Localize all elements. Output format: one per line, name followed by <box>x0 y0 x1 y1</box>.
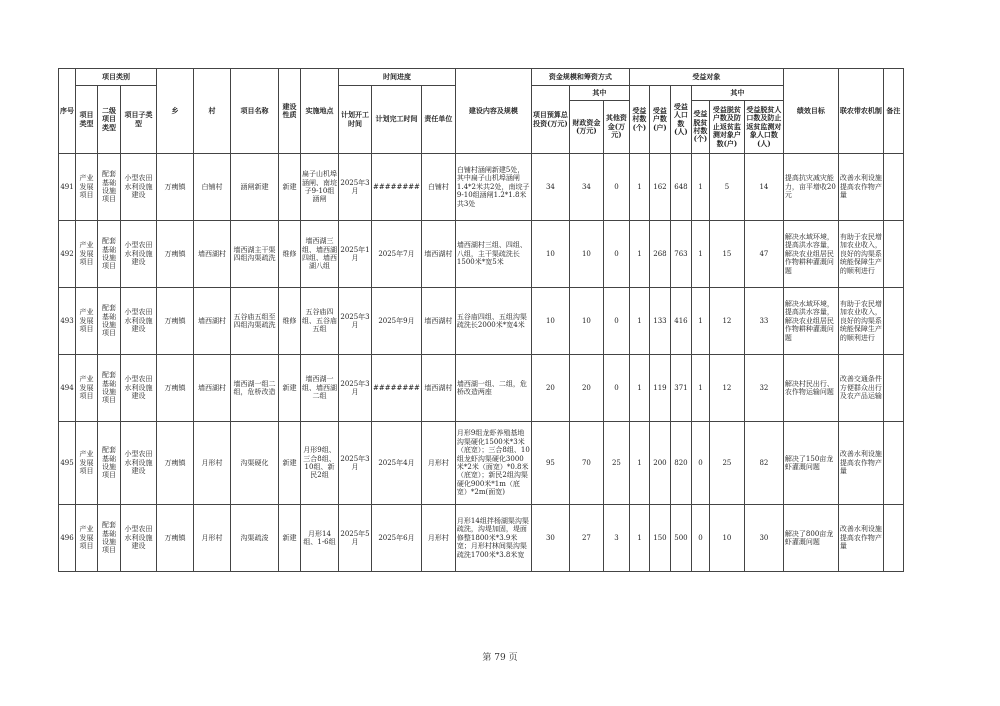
cell-poverty-villages: 1 <box>691 355 709 422</box>
header-group-benefit: 受益对象 <box>629 69 783 86</box>
cell-unit: 墙西湖村 <box>421 355 455 422</box>
cell-remark <box>883 422 903 505</box>
cell-seq: 491 <box>59 154 76 221</box>
cell-end: ######## <box>372 355 422 422</box>
header-resp-unit: 责任单位 <box>421 86 455 154</box>
cell-seq: 494 <box>59 355 76 422</box>
header-location: 实施地点 <box>301 69 339 154</box>
cell-remark <box>883 355 903 422</box>
cell-villages: 1 <box>629 422 649 505</box>
header-ben-households: 受益户数(户) <box>649 86 670 154</box>
header-seq: 序号 <box>59 69 76 154</box>
cell-poverty-households: 12 <box>709 288 744 355</box>
cell-poverty-households: 5 <box>709 154 744 221</box>
cell-poverty-villages: 1 <box>691 221 709 288</box>
header-total-budget: 项目预算总投资(万元) <box>531 86 569 154</box>
header-build-nature: 建设性质 <box>279 69 301 154</box>
cell-households: 150 <box>649 505 670 572</box>
cell-fiscal: 27 <box>569 505 603 572</box>
project-table <box>58 68 904 572</box>
cell-start: 2025年3月 <box>339 355 372 422</box>
header-township: 乡 <box>157 69 194 154</box>
cell-township: 万痍镇 <box>157 221 194 288</box>
cell-end: 2025年6月 <box>372 505 422 572</box>
cell-end: 2025年7月 <box>372 221 422 288</box>
cell-name: 五谷庙五组至四组沟渠疏洗 <box>231 288 279 355</box>
cell-unit: 月形村 <box>421 505 455 572</box>
cell-end: ######## <box>372 154 422 221</box>
cell-other: 0 <box>603 288 629 355</box>
header-benefit-of-which: 其中 <box>691 86 783 101</box>
cell-content: 白铺村涵闸新建5处，其中扁子山机埠涵闸1.4*2米共2处，南垸子9-10组涵闸1.2*1.8米共3处 <box>455 154 531 221</box>
cell-township: 万痍镇 <box>157 422 194 505</box>
cell-seq: 495 <box>59 422 76 505</box>
header-mechanism: 联农带农机制 <box>838 69 883 154</box>
cell-start: 2025年3月 <box>339 154 372 221</box>
cell-seq: 493 <box>59 288 76 355</box>
header-remark: 备注 <box>883 69 903 154</box>
cell-village: 墙西湖村 <box>194 355 231 422</box>
cell-mechanism: 改善水利设施提高农作物产量 <box>838 505 883 572</box>
header-village: 村 <box>194 69 231 154</box>
cell-goal: 解决水域环境，提高洪水容量，解决农业组居民作物耕种灌溉问题 <box>783 288 838 355</box>
cell-end: 2025年4月 <box>372 422 422 505</box>
cell-township: 万痍镇 <box>157 355 194 422</box>
cell-nature: 新建 <box>279 422 301 505</box>
cell-mechanism: 改善水利设施提高农作物产量 <box>838 422 883 505</box>
table-row <box>59 221 904 288</box>
cell-nature: 新建 <box>279 505 301 572</box>
cell-budget: 10 <box>531 288 569 355</box>
cell-poverty-villages: 0 <box>691 422 709 505</box>
cell-poverty-households: 25 <box>709 422 744 505</box>
cell-type: 产业发展项目 <box>76 288 98 355</box>
cell-budget: 20 <box>531 355 569 422</box>
cell-level2: 配套基础设施项目 <box>98 154 121 221</box>
cell-type: 产业发展项目 <box>76 422 98 505</box>
cell-other: 25 <box>603 422 629 505</box>
cell-level2: 配套基础设施项目 <box>98 221 121 288</box>
cell-villages: 1 <box>629 221 649 288</box>
cell-population: 416 <box>670 288 691 355</box>
header-ben-villages: 受益村数(个) <box>629 86 649 154</box>
cell-remark <box>883 288 903 355</box>
cell-villages: 1 <box>629 505 649 572</box>
cell-village: 白铺村 <box>194 154 231 221</box>
cell-subtype: 小型农田水利设施建设 <box>121 422 157 505</box>
cell-village: 墙西湖村 <box>194 288 231 355</box>
cell-households: 119 <box>649 355 670 422</box>
header-poverty-population: 受益脱贫人口数及防止返贫监测对象人口数(人) <box>744 101 783 154</box>
cell-township: 万痍镇 <box>157 154 194 221</box>
cell-unit: 墙西湖村 <box>421 288 455 355</box>
cell-poverty-population: 47 <box>744 221 783 288</box>
cell-budget: 34 <box>531 154 569 221</box>
cell-villages: 1 <box>629 288 649 355</box>
cell-location: 五谷庙四组、五谷庙五组 <box>301 288 339 355</box>
cell-villages: 1 <box>629 355 649 422</box>
table-row <box>59 422 904 505</box>
cell-remark <box>883 505 903 572</box>
cell-content: 墙西湖村三组、四组、八组，主干渠疏洗长1500米*宽5米 <box>455 221 531 288</box>
cell-remark <box>883 221 903 288</box>
table-row <box>59 154 904 221</box>
table-row <box>59 505 904 572</box>
cell-poverty-villages: 1 <box>691 154 709 221</box>
cell-location: 月形9组、三合8组、10组、新民2组 <box>301 422 339 505</box>
header-poverty-households: 受益脱贫户数及防止返贫监测对象户数(户) <box>709 101 744 154</box>
header-ben-population: 受益人口数(人) <box>670 86 691 154</box>
header-level2-type: 二级项目类型 <box>98 86 121 154</box>
cell-population: 500 <box>670 505 691 572</box>
cell-households: 133 <box>649 288 670 355</box>
cell-subtype: 小型农田水利设施建设 <box>121 355 157 422</box>
cell-households: 268 <box>649 221 670 288</box>
cell-unit: 墙西湖村 <box>421 221 455 288</box>
cell-other: 3 <box>603 505 629 572</box>
table-row <box>59 355 904 422</box>
cell-poverty-households: 15 <box>709 221 744 288</box>
cell-level2: 配套基础设施项目 <box>98 505 121 572</box>
cell-type: 产业发展项目 <box>76 154 98 221</box>
cell-poverty-households: 10 <box>709 505 744 572</box>
cell-poverty-villages: 0 <box>691 505 709 572</box>
cell-mechanism: 有助于农民增加农业收入，良好的沟渠系统能保障生产的顺利进行 <box>838 288 883 355</box>
table-row <box>59 288 904 355</box>
cell-poverty-population: 32 <box>744 355 783 422</box>
cell-type: 产业发展项目 <box>76 505 98 572</box>
cell-type: 产业发展项目 <box>76 221 98 288</box>
cell-goal: 解决了150亩龙虾灌溉问题 <box>783 422 838 505</box>
header-start-time: 计划开工时间 <box>339 86 372 154</box>
header-other: 其他资金(万元) <box>603 101 629 154</box>
header-end-time: 计划完工时间 <box>372 86 422 154</box>
cell-mechanism: 有助于农民增加农业收入，良好的沟渠系统能保障生产的顺利进行 <box>838 221 883 288</box>
cell-township: 万痍镇 <box>157 505 194 572</box>
cell-location: 墙西湖三组、墙西湖四组、墙西湖八组 <box>301 221 339 288</box>
cell-nature: 维修 <box>279 221 301 288</box>
cell-unit: 月形村 <box>421 422 455 505</box>
cell-fiscal: 70 <box>569 422 603 505</box>
cell-seq: 496 <box>59 505 76 572</box>
cell-fiscal: 20 <box>569 355 603 422</box>
header-sub-type: 项目子类型 <box>121 86 157 154</box>
cell-nature: 新建 <box>279 154 301 221</box>
cell-population: 648 <box>670 154 691 221</box>
cell-unit: 白铺村 <box>421 154 455 221</box>
header-project-name: 项目名称 <box>231 69 279 154</box>
cell-location: 墙西湖一组、墙西湖二组 <box>301 355 339 422</box>
cell-remark <box>883 154 903 221</box>
cell-level2: 配套基础设施项目 <box>98 355 121 422</box>
cell-households: 200 <box>649 422 670 505</box>
cell-goal: 解决村民出行、农作物运输问题 <box>783 355 838 422</box>
header-poverty-villages: 受益脱贫村数(个) <box>691 101 709 154</box>
cell-level2: 配套基础设施项目 <box>98 422 121 505</box>
cell-start: 2025年1月 <box>339 221 372 288</box>
cell-poverty-population: 14 <box>744 154 783 221</box>
cell-type: 产业发展项目 <box>76 355 98 422</box>
cell-mechanism: 改善水利设施提高农作物产量 <box>838 154 883 221</box>
cell-start: 2025年3月 <box>339 288 372 355</box>
cell-subtype: 小型农田水利设施建设 <box>121 505 157 572</box>
cell-nature: 新建 <box>279 355 301 422</box>
cell-fiscal: 10 <box>569 221 603 288</box>
cell-other: 0 <box>603 221 629 288</box>
cell-end: 2025年9月 <box>372 288 422 355</box>
cell-location: 扁子山机埠涵闸、南垸子9-10组涵闸 <box>301 154 339 221</box>
cell-name: 涵闸新建 <box>231 154 279 221</box>
header-fiscal: 财政资金(万元) <box>569 101 603 154</box>
header-project-type: 项目类型 <box>76 86 98 154</box>
cell-budget: 10 <box>531 221 569 288</box>
cell-budget: 30 <box>531 505 569 572</box>
header-group-funds: 资金规模和筹资方式 <box>531 69 629 86</box>
page-number: 第 79 页 <box>482 653 518 663</box>
cell-goal: 解决水域环境，提高洪水容量，解决农业组居民作物耕种灌溉问题 <box>783 221 838 288</box>
cell-village: 月形村 <box>194 505 231 572</box>
cell-name: 墙西湖主干渠四组沟渠疏洗 <box>231 221 279 288</box>
cell-poverty-population: 82 <box>744 422 783 505</box>
cell-name: 墙西湖一组二组，危桥改造 <box>231 355 279 422</box>
cell-budget: 95 <box>531 422 569 505</box>
cell-subtype: 小型农田水利设施建设 <box>121 288 157 355</box>
cell-subtype: 小型农田水利设施建设 <box>121 154 157 221</box>
cell-other: 0 <box>603 154 629 221</box>
cell-other: 0 <box>603 355 629 422</box>
cell-fiscal: 10 <box>569 288 603 355</box>
cell-location: 月形14组、1-6组 <box>301 505 339 572</box>
cell-content: 月形9组龙虾养殖基地沟渠硬化1500米*3米（底宽）；三合8组、10组龙虾沟渠硬化3000米*2米（面宽）*0.8米（底宽）；新民2组沟渠硬化900米*1m（底宽）*2m(面宽) <box>455 422 531 505</box>
cell-seq: 492 <box>59 221 76 288</box>
cell-start: 2025年3月 <box>339 422 372 505</box>
cell-population: 763 <box>670 221 691 288</box>
cell-content: 墙西湖一组、二组，危桥改造两座 <box>455 355 531 422</box>
cell-nature: 维修 <box>279 288 301 355</box>
cell-content: 月形14组拌杨湖渠沟渠疏洗，沟堤加固，堤面修整1800米*3.9米宽；月形村林间渠沟渠疏洗1700米*3.8米宽 <box>455 505 531 572</box>
header-group-category: 项目类别 <box>76 69 157 86</box>
cell-population: 820 <box>670 422 691 505</box>
cell-goal: 解决了800亩龙虾灌溉问题 <box>783 505 838 572</box>
cell-fiscal: 34 <box>569 154 603 221</box>
header-goal: 绩效目标 <box>783 69 838 154</box>
header-group-time: 时间进度 <box>339 69 456 86</box>
cell-village: 月形村 <box>194 422 231 505</box>
cell-name: 沟渠硬化 <box>231 422 279 505</box>
cell-population: 371 <box>670 355 691 422</box>
cell-poverty-population: 30 <box>744 505 783 572</box>
cell-content: 五谷庙四组、五组沟渠疏洗长2000米*宽4米 <box>455 288 531 355</box>
cell-poverty-villages: 1 <box>691 288 709 355</box>
cell-households: 162 <box>649 154 670 221</box>
cell-name: 沟渠疏浚 <box>231 505 279 572</box>
cell-villages: 1 <box>629 154 649 221</box>
cell-poverty-households: 12 <box>709 355 744 422</box>
cell-village: 墙西湖村 <box>194 221 231 288</box>
cell-level2: 配套基础设施项目 <box>98 288 121 355</box>
project-table-sheet <box>58 68 904 572</box>
header-funds-of-which: 其中 <box>569 86 629 101</box>
cell-subtype: 小型农田水利设施建设 <box>121 221 157 288</box>
cell-poverty-population: 33 <box>744 288 783 355</box>
cell-mechanism: 改善交通条件方便群众出行及农产品运输 <box>838 355 883 422</box>
cell-goal: 提高抗灾减灾能力，亩平增收20元 <box>783 154 838 221</box>
header-content: 建设内容及规模 <box>455 69 531 154</box>
cell-township: 万痍镇 <box>157 288 194 355</box>
cell-start: 2025年5月 <box>339 505 372 572</box>
